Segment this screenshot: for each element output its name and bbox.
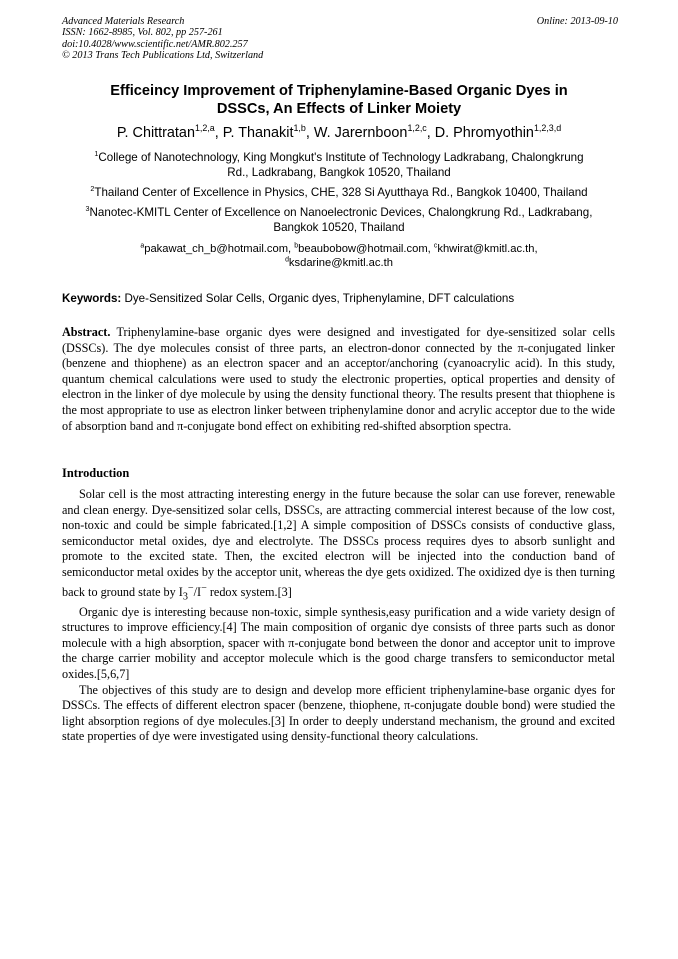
title-line-1: Efficeincy Improvement of Triphenylamine-Based Organic Dyes in <box>110 83 568 99</box>
affiliation-mark: 1 <box>94 149 99 159</box>
copyright-line: © 2013 Trans Tech Publications Ltd, Switzerland <box>62 50 264 62</box>
affiliation-text: Nanotec-KMITL Center of Excellence on Nanoelectronic Devices, Chalongkrung Rd., Ladkrabang, <box>89 206 593 219</box>
affiliation-text: Thailand Center of Excellence in Physics, CHE, 328 Si Ayutthaya Rd., Bangkok 10400, Thailand <box>94 186 588 199</box>
affiliation-3 <box>62 205 616 235</box>
superscript: − <box>187 582 194 594</box>
superscript: − <box>201 582 207 594</box>
email-link[interactable]: pakawat_ch_b@hotmail.com, <box>144 243 295 255</box>
author-separator: , <box>305 125 314 141</box>
author-separator: , <box>214 125 223 141</box>
email-mark: c <box>433 242 438 250</box>
paragraph-text: /I <box>193 584 202 599</box>
email-link[interactable]: ksdarine@kmitl.ac.th <box>288 257 393 269</box>
section-heading-introduction: Introduction <box>62 466 130 480</box>
journal-name: Advanced Materials Research <box>62 16 185 27</box>
author-affil-mark: 1,2,c <box>407 123 427 134</box>
author-affil-mark: 1,2,a <box>194 123 215 134</box>
author <box>314 125 435 141</box>
email-mark: d <box>285 256 289 264</box>
affiliation-1 <box>62 150 616 180</box>
author <box>435 125 561 141</box>
author-list <box>62 124 616 142</box>
affiliation-text: Rd., Ladkrabang, Bangkok 10520, Thailand <box>227 166 451 179</box>
author-emails <box>62 242 616 270</box>
email-link[interactable]: beaubobow@hotmail.com, <box>298 243 434 255</box>
introduction-body <box>62 487 615 745</box>
doi-line: doi:10.4028/www.scientific.net/AMR.802.257 <box>62 38 248 50</box>
author-name: W. Jarernboon <box>313 125 408 141</box>
paper-title <box>62 82 616 118</box>
abstract-label: Abstract. <box>62 325 111 339</box>
email-mark: b <box>294 242 299 250</box>
author-name: P. Chittratan <box>116 125 195 141</box>
author-separator: , <box>426 125 435 141</box>
affiliation-2 <box>62 185 616 200</box>
keywords <box>62 291 616 306</box>
journal-header <box>62 16 618 62</box>
author <box>117 125 223 141</box>
author-affil-mark: 1,2,3,d <box>533 123 562 134</box>
email-link[interactable]: khwirat@kmitl.ac.th, <box>437 243 538 255</box>
author <box>223 125 314 141</box>
paragraph-text: redox system.[3] <box>206 584 292 599</box>
affiliation-mark: 2 <box>90 184 95 194</box>
paragraph-text: Solar cell is the most attracting interesting energy in the future because the solar can use forever, renewable and clean energy. Dye-sensitized solar cells, DSSCs, are attracting commercial interest because of the low cost, non-toxic and could be simple fabricated.[1,2] A simple composition of DSSCs consists of conductive glass, semiconductor metal oxides, dye and electrolyte. The DSSCs process requires dyes to absorb sunlight and promote to the excited state. Then, the excited electron will be injected into the conduction band of semiconductor metal oxides by the acceptor unit, whereas the dye gets oxidized. The oxidized dye is then turning back to ground state by I <box>62 487 615 599</box>
email-mark: a <box>140 242 145 250</box>
author-name: P. Thanakit <box>222 125 294 141</box>
keywords-label: Keywords: <box>62 292 122 305</box>
subscript: 3 <box>182 591 188 603</box>
affiliation-text: Bangkok 10520, Thailand <box>273 221 405 234</box>
affiliation-mark: 3 <box>85 204 90 214</box>
title-line-2: DSSCs, An Effects of Linker Moiety <box>216 101 462 117</box>
intro-paragraph-2: Organic dye is interesting because non-toxic, simple synthesis,easy purification and a wide variety design of structures to improve efficiency.[4] The main composition of organic dye consists of three parts such as donor molecule with a high absorption, spacer with π-conjugate bond between the donor and acceptor unit to improve the charge carrier mobility and acceptor molecule which is the good charge transfers to semiconductor metal oxides.[5,6,7] <box>62 604 615 682</box>
author-affil-mark: 1,b <box>293 123 306 134</box>
issn-line: ISSN: 1662-8985, Vol. 802, pp 257-261 <box>62 27 223 39</box>
intro-paragraph-3: The objectives of this study are to design and develop more efficient triphenylamine-base organic dyes for DSSCs. The effects of different electron spacer (benzene, thiophene, π-conjugate double bond) were studied the light absorption regions of dye molecules.[3] In order to deeply understand mechanism, the ground and excited state properties of dye were investigated using density-functional theory calculations. <box>62 682 615 744</box>
keywords-text: Dye-Sensitized Solar Cells, Organic dyes, Triphenylamine, DFT calculations <box>124 292 515 305</box>
author-name: D. Phromyothin <box>434 125 534 141</box>
intro-paragraph-1 <box>62 487 615 605</box>
abstract-text: Triphenylamine-base organic dyes were designed and investigated for dye-sensitized solar cells (DSSCs). The dye molecules consist of three parts, an electron-donor connected by the π-conjugated linker (benzene and thiophene) as an electron spacer and an acceptor/anchoring (cyanoacrylic acid). In this study, quantum chemical calculations were used to study the electronic properties, optical properties and density of electron in the linker of dye molecule by using the density functional theory. The results present that thiophene is the most appropriate to use as electron linker between triphenylamine donor and acrylic acceptor due to the wide of absorption band and π-conjugate bond effect on exhibiting red-shifted absorption spectra. <box>62 325 615 433</box>
affiliation-text: College of Nanotechnology, King Mongkut's Institute of Technology Ladkrabang, Chalongkrung <box>98 151 584 164</box>
abstract <box>62 325 615 434</box>
online-date: Online: 2013-09-10 <box>536 16 618 27</box>
